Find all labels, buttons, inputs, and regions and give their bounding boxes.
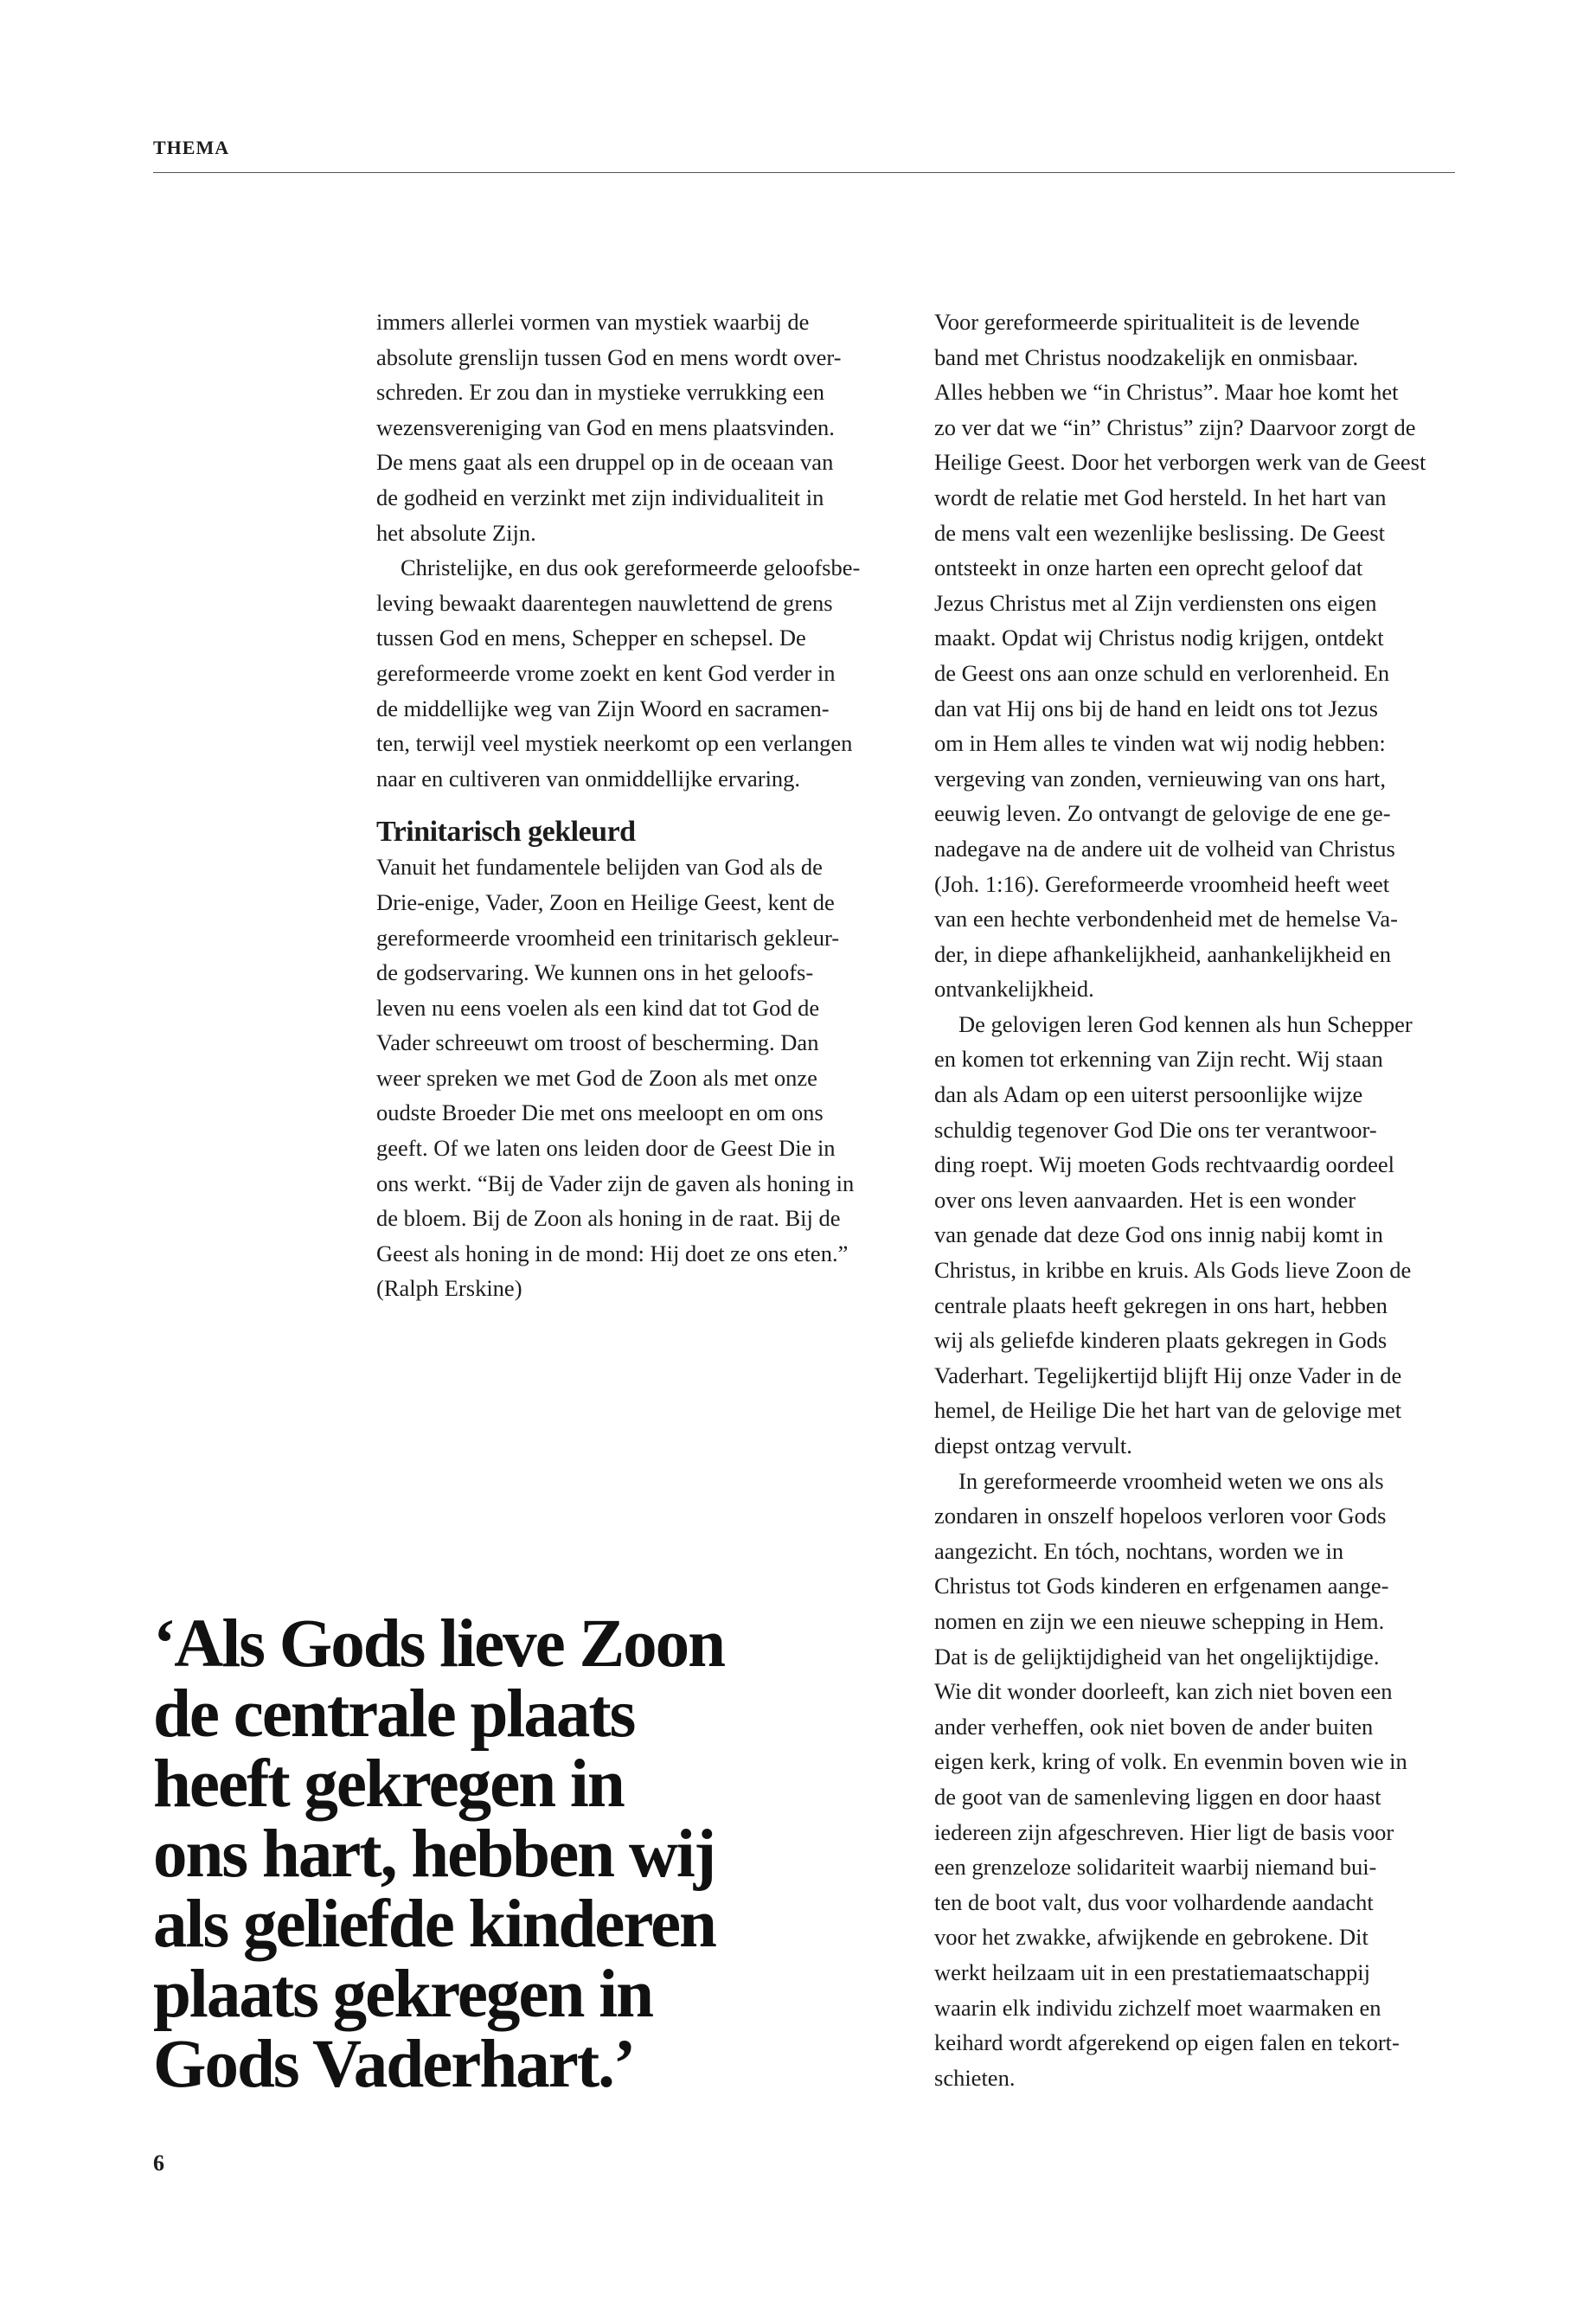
- text-line: van een hechte verbondenheid met de hemelse Va-: [934, 906, 1398, 933]
- text-line: ontvankelijkheid.: [934, 976, 1094, 1003]
- text-line: gereformeerde vrome zoekt en kent God verder in: [376, 659, 836, 686]
- text-line: dan als Adam op een uiterst persoonlijke wijze: [934, 1081, 1363, 1108]
- text-line: leven nu eens voelen als een kind dat tot God de: [376, 994, 820, 1021]
- text-line: immers allerlei vormen van mystiek waarbij de: [376, 309, 810, 335]
- text-line: Vanuit het fundamentele belijden van God als de: [376, 854, 823, 881]
- text-line: oudste Broeder Die met ons meeloopt en om ons: [376, 1099, 824, 1126]
- text-line: leving bewaakt daarentegen nauwlettend de grens: [376, 589, 833, 616]
- text-line: een grenzeloze solidariteit waarbij niemand bui-: [934, 1854, 1377, 1881]
- text-line: Vaderhart. Tegelijkertijd blijft Hij onze Vader in de: [934, 1362, 1402, 1388]
- text-line: de bloem. Bij de Zoon als honing in de raat. Bij de: [376, 1205, 841, 1232]
- text-line: het absolute Zijn.: [376, 519, 536, 546]
- text-line: de godheid en verzinkt met zijn individualiteit in: [376, 484, 824, 510]
- text-line: zo ver dat we “in” Christus” zijn? Daarvoor zorgt de: [934, 413, 1416, 440]
- text-line: weer spreken we met God de Zoon als met onze: [376, 1064, 817, 1091]
- text-line: ander verheffen, ook niet boven de ander buiten: [934, 1713, 1374, 1740]
- page-number: 6: [153, 2150, 164, 2176]
- text-line: wezensvereniging van God en mens plaatsvinden.: [376, 413, 835, 440]
- text-line: waarin elk individu zichzelf moet waarmaken en: [934, 1994, 1381, 2021]
- text-line: Drie-enige, Vader, Zoon en Heilige Geest, kent de: [376, 888, 835, 915]
- text-line: wij als geliefde kinderen plaats gekregen in Gods: [934, 1327, 1388, 1354]
- section-label: THEMA: [153, 137, 230, 158]
- text-line: zondaren in onszelf hopeloos verloren voor Gods: [934, 1503, 1387, 1529]
- text-line: tussen God en mens, Schepper en schepsel. De: [376, 625, 806, 651]
- text-line: (Joh. 1:16). Gereformeerde vroomheid heeft weet: [934, 870, 1390, 897]
- text-line: dan vat Hij ons bij de hand en leidt ons tot Jezus: [934, 695, 1378, 721]
- header-divider: [153, 172, 1455, 173]
- text-line: ten de boot valt, dus voor volhardende aandacht: [934, 1888, 1374, 1915]
- text-line: centrale plaats heeft gekregen in ons hart, hebben: [934, 1292, 1388, 1318]
- text-line: ding roept. Wij moeten Gods rechtvaardig oordeel: [934, 1151, 1394, 1178]
- text-line: absolute grenslijn tussen God en mens wordt over-: [376, 343, 842, 370]
- text-line: keihard wordt afgerekend op eigen falen en tekort-: [934, 2029, 1400, 2056]
- pull-quote-line: als geliefde kinderen: [153, 1887, 715, 1962]
- pull-quote-line: plaats gekregen in: [153, 1957, 653, 2032]
- text-line: ten, terwijl veel mystiek neerkomt op een verlangen: [376, 730, 853, 757]
- text-line: In gereformeerde vroomheid weten we ons als: [958, 1467, 1384, 1494]
- text-line: de Geest ons aan onze schuld en verlorenheid. En: [934, 659, 1390, 686]
- text-line: werkt heilzaam uit in een prestatiemaatschappij: [934, 1958, 1371, 1985]
- text-line: schieten.: [934, 2064, 1016, 2091]
- text-line: voor het zwakke, afwijkende en gebrokene. Dit: [934, 1924, 1368, 1951]
- text-line: diepst ontzag vervult.: [934, 1433, 1132, 1458]
- pull-quote: [153, 1606, 932, 2102]
- text-line: iedereen zijn afgeschreven. Hier ligt de basis voor: [934, 1818, 1394, 1845]
- pull-quote-line: heeft gekregen in: [153, 1747, 624, 1822]
- text-line: ons werkt. “Bij de Vader zijn de gaven als honing in: [376, 1170, 855, 1196]
- text-line: der, in diepe afhankelijkheid, aanhankelijkheid en: [934, 940, 1391, 967]
- text-line: naar en cultiveren van onmiddellijke ervaring.: [376, 765, 801, 792]
- text-line: Vader schreeuwt om troost of bescherming. Dan: [376, 1029, 819, 1056]
- text-line: en komen tot erkenning van Zijn recht. Wij staan: [934, 1046, 1383, 1073]
- text-line: schuldig tegenover God Die ons ter verantwoor-: [934, 1116, 1377, 1143]
- text-line: de middellijke weg van Zijn Woord en sacramen-: [376, 695, 830, 721]
- text-line: Christelijke, en dus ook gereformeerde geloofsbe-: [401, 554, 861, 581]
- pull-quote-line: Gods Vaderhart.’: [153, 2027, 635, 2102]
- text-line: hemel, de Heilige Die het hart van de gelovige met: [934, 1397, 1402, 1424]
- text-line: over ons leven aanvaarden. Het is een wonder: [934, 1186, 1356, 1213]
- text-line: De mens gaat als een druppel op in de oceaan van: [376, 449, 834, 476]
- text-line: schreden. Er zou dan in mystieke verrukking een: [376, 379, 825, 406]
- pull-quote-line: ‘Als Gods lieve Zoon: [153, 1606, 725, 1682]
- text-line: van genade dat deze God ons innig nabij komt in: [934, 1221, 1383, 1248]
- text-line: Heilige Geest. Door het verborgen werk van de Geest: [934, 449, 1426, 476]
- text-line: ontsteekt in onze harten een oprecht geloof dat: [934, 554, 1363, 581]
- article-column-right: [934, 304, 1458, 2095]
- text-line: nadegave na de andere uit de volheid van Christus: [934, 835, 1395, 862]
- text-line: eeuwig leven. Zo ontvangt de gelovige de ene ge-: [934, 800, 1391, 827]
- text-line: Christus tot Gods kinderen en erfgenamen aange-: [934, 1573, 1389, 1599]
- text-line: gereformeerde vroomheid een trinitarisch gekleur-: [376, 924, 840, 951]
- text-line: om in Hem alles te vinden wat wij nodig hebben:: [934, 730, 1386, 757]
- text-line: geeft. Of we laten ons leiden door de Geest Die in: [376, 1135, 836, 1162]
- text-line: Alles hebben we “in Christus”. Maar hoe komt het: [934, 379, 1399, 406]
- text-line: band met Christus noodzakelijk en onmisbaar.: [934, 343, 1359, 370]
- text-line: aangezicht. En tóch, nochtans, worden we in: [934, 1537, 1344, 1564]
- text-line: Geest als honing in de mond: Hij doet ze ons eten.”: [376, 1240, 849, 1266]
- pull-quote-line: ons hart, hebben wij: [153, 1817, 715, 1892]
- text-line: (Ralph Erskine): [376, 1275, 522, 1302]
- text-line: Dat is de gelijktijdigheid van het ongelijktijdige.: [934, 1643, 1380, 1670]
- text-line: Jezus Christus met al Zijn verdiensten ons eigen: [934, 589, 1377, 616]
- pull-quote-line: de centrale plaats: [153, 1676, 635, 1752]
- section-subheading: Trinitarisch gekleurd: [376, 816, 636, 849]
- text-line: maakt. Opdat wij Christus nodig krijgen, ontdekt: [934, 625, 1384, 651]
- text-line: nomen en zijn we een nieuwe schepping in Hem.: [934, 1607, 1385, 1634]
- text-line: De gelovigen leren God kennen als hun Schepper: [958, 1010, 1413, 1037]
- text-line: eigen kerk, kring of volk. En evenmin boven wie in: [934, 1748, 1407, 1775]
- text-line: Christus, in kribbe en kruis. Als Gods lieve Zoon de: [934, 1257, 1412, 1284]
- text-line: de godservaring. We kunnen ons in het geloofs-: [376, 959, 814, 986]
- text-line: de goot van de samenleving liggen en door haast: [934, 1783, 1381, 1810]
- article-column-left: [376, 304, 895, 1306]
- text-line: vergeving van zonden, vernieuwing van ons hart,: [934, 765, 1387, 792]
- text-line: Wie dit wonder doorleeft, kan zich niet boven een: [934, 1678, 1393, 1705]
- text-line: de mens valt een wezenlijke beslissing. De Geest: [934, 519, 1386, 546]
- text-line: Voor gereformeerde spiritualiteit is de levende: [934, 309, 1360, 335]
- text-line: wordt de relatie met God hersteld. In het hart van: [934, 484, 1387, 510]
